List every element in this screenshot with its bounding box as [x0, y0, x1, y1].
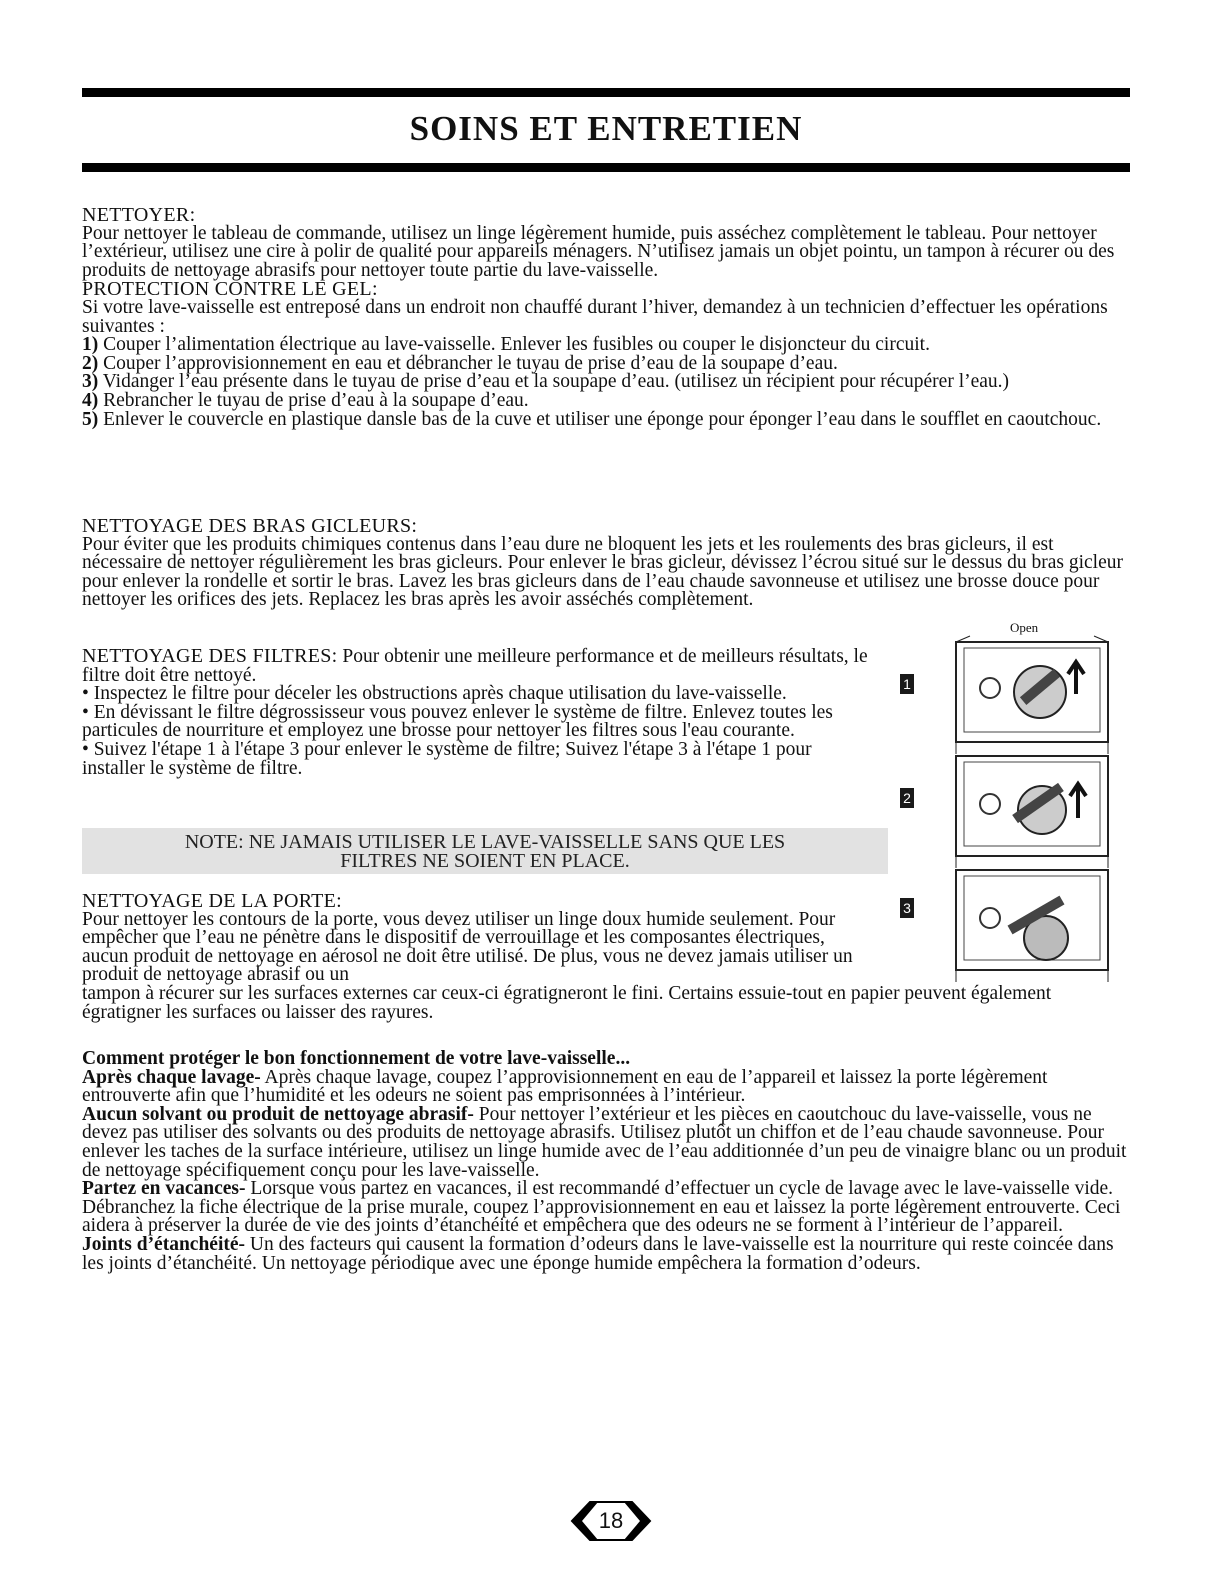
proteger-item-2	[82, 1103, 1130, 1181]
note-line-1: NOTE: NE JAMAIS UTILISER LE LAVE-VAISSELLE SANS QUE LES	[184, 831, 786, 853]
heading-porte: NETTOYAGE DE LA PORTE:	[82, 890, 343, 912]
item-text: Lorsque vous partez en vacances, il est recommandé d’effectuer un cycle de lavage avec le lave-vaisselle vide. Débranchez la fiche électrique de la prise murale, coupez l’approvisionnement en eau et laissez la porte légèrement entrouverte. Ceci aidera à préserver la durée de vie des joints d’étanchéité et empêchera que des odeurs ne se forment à l’intérieur de l’appareil.	[82, 1178, 1121, 1237]
step-number: 2)	[82, 352, 99, 374]
item-label: Joints d’étanchéité-	[82, 1233, 246, 1255]
note-box	[82, 828, 888, 874]
top-rule	[82, 88, 1130, 97]
heading-nettoyer: NETTOYER:	[82, 204, 196, 226]
item-text: Après chaque lavage, coupez l’approvisionnement en eau de l’appareil et laissez la porte légèrement entrouverte afin que l’humidité et les odeurs ne soient pas emprisonnées à l’intérieur.	[82, 1066, 1048, 1107]
gel-step-5	[82, 408, 1130, 430]
proteger-item-1	[82, 1066, 1130, 1107]
filtres-bullet-3: • Suivez l'étape 1 à l'étape 3 pour enlever le système de filtre; Suivez l'étape 3 à l'étape 1 pour installer le système de filtre.	[82, 738, 812, 779]
proteger-item-4	[82, 1233, 1130, 1274]
figure-step-3-badge: 3	[900, 898, 914, 918]
heading-bras: NETTOYAGE DES BRAS GICLEURS:	[82, 515, 418, 537]
proteger-item-3	[82, 1180, 1130, 1236]
filter-step-2-illustration	[950, 748, 1114, 870]
item-text: Pour nettoyer l’extérieur et les pièces en caoutchouc du lave-vaisselle, vous ne devez pas utiliser des solvants ou des produits de nettoyage abrasifs. Utilisez plutôt un chiffon et de l’eau chaude savonneuse. Pour enlever les taches de la surface intérieure, utilisez un linge humide avec de l’eau additionnée d’un peu de vinaigre blanc ou un produit de nettoyage spécifiquement conçu pour les lave-vaisselle.	[82, 1103, 1127, 1181]
figure-open-label: Open	[1010, 620, 1039, 635]
page-number-text: 18	[598, 1508, 624, 1533]
step-text: Enlever le couvercle en plastique dansle bas de la cuve et utiliser une éponge pour éponger l’eau dans le soufflet en caoutchouc.	[98, 408, 1102, 430]
step-number: 4)	[82, 389, 99, 411]
item-label: Après chaque lavage-	[82, 1066, 261, 1088]
figure-step-1-badge: 1	[900, 674, 914, 694]
step-number: 5)	[82, 408, 99, 430]
item-label: Aucun solvant ou produit de nettoyage abrasif-	[82, 1103, 474, 1125]
item-text: Un des facteurs qui causent la formation d’odeurs dans le lave-vaisselle est la nourriture qui reste coincée dans les joints d’étanchéité. Un nettoyage périodique avec une éponge humide empêchera la formation d’odeurs.	[82, 1233, 1114, 1274]
page-number	[568, 1496, 654, 1546]
nettoyer-body: Pour nettoyer le tableau de commande, utilisez un linge légèrement humide, puis asséchez complètement le tableau. Pour nettoyer l’extérieur, utilisez une cire à polir de qualité pour appareils ménagers. N’utilisez jamais un objet pointu, un tampon à récurer ou des produits de nettoyage abrasifs pour nettoyer toute partie du lave-vaisselle.	[82, 222, 1115, 281]
step-text: Rebrancher le tuyau de prise d’eau à la soupape d’eau.	[98, 389, 529, 411]
porte-body-narrow: Pour nettoyer les contours de la porte, vous devez utiliser un linge doux humide seulement. Pour empêcher que l’eau ne pénètre dans le dispositif de verrouillage et les composantes électriques, aucun produit de nettoyage en aérosol ne doit être utilisé. De plus, vous ne devez jamais utiliser un produit de nettoyage abrasif ou un	[82, 908, 853, 986]
filtres-lead: Pour obtenir une meilleure performance et de meilleurs résultats, le filtre doit être nettoyé.	[82, 646, 868, 686]
heading-filtres: NETTOYAGE DES FILTRES:	[82, 645, 338, 667]
heading-gel: PROTECTION CONTRE LE GEL:	[82, 278, 378, 301]
note-line-2: FILTRES NE SOIENT EN PLACE.	[340, 850, 630, 872]
filtres-bullet-2: • En dévissant le filtre dégrossisseur vous pouvez enlever le système de filtre. Enlevez toutes les particules de nourriture et employez une brosse pour nettoyer les filtres sous l'eau courante.	[82, 701, 833, 742]
filtres-lead-para	[82, 647, 872, 685]
step-text: Couper l’approvisionnement en eau et débrancher le tuyau de prise d’eau de la soupape d’eau.	[98, 352, 838, 374]
filtres-bullet-1: • Inspectez le filtre pour déceler les obstructions après chaque utilisation du lave-vaisselle.	[82, 683, 787, 705]
step-number: 3)	[82, 371, 99, 393]
section-proteger	[82, 1050, 1130, 1273]
page-title: SOINS ET ENTRETIEN	[409, 109, 803, 148]
bottom-rule	[82, 163, 1130, 172]
step-text: Vidanger l’eau présente dans le tuyau de prise d’eau et la soupape d’eau. (utilisez un récipient pour récupérer l’eau.)	[98, 371, 1010, 393]
porte-body-wide: tampon à récurer sur les surfaces externes car ceux-ci égratigneront le fini. Certains essuie-tout en papier peuvent également égratigner les surfaces ou laisser des rayures.	[82, 982, 1052, 1023]
filter-step-1-illustration	[950, 634, 1114, 756]
section-bras	[82, 517, 1130, 610]
step-text: Couper l’alimentation électrique au lave-vaisselle. Enlever les fusibles ou couper le disjoncteur du circuit.	[98, 334, 930, 356]
section-nettoyer	[82, 206, 1130, 429]
heading-proteger: Comment protéger le bon fonctionnement de votre lave-vaisselle...	[82, 1048, 631, 1069]
section-filtres	[82, 647, 872, 778]
item-label: Partez en vacances-	[82, 1178, 246, 1200]
step-number: 1)	[82, 334, 99, 356]
bras-body: Pour éviter que les produits chimiques contenus dans l’eau dure ne bloquent les jets et les roulements des bras gicleurs, il est nécessaire de nettoyer régulièrement les bras gicleurs. Pour enlever le bras gicleur, dévissez l’écrou situé sur le dessus du bras gicleur pour enlever la rondelle et sortir le bras. Lavez les bras gicleurs dans de l’eau chaude savonneuse et utilisez une brosse douce pour nettoyer les orifices des jets. Replacez les bras après les avoir asséchés complètement.	[82, 533, 1124, 611]
figure-step-2-badge: 2	[900, 788, 914, 808]
gel-intro: Si votre lave-vaisselle est entreposé dans un endroit non chauffé durant l’hiver, demandez à un technicien d’effectuer les opérations suivantes :	[82, 296, 1108, 337]
section-porte	[82, 892, 1130, 1022]
